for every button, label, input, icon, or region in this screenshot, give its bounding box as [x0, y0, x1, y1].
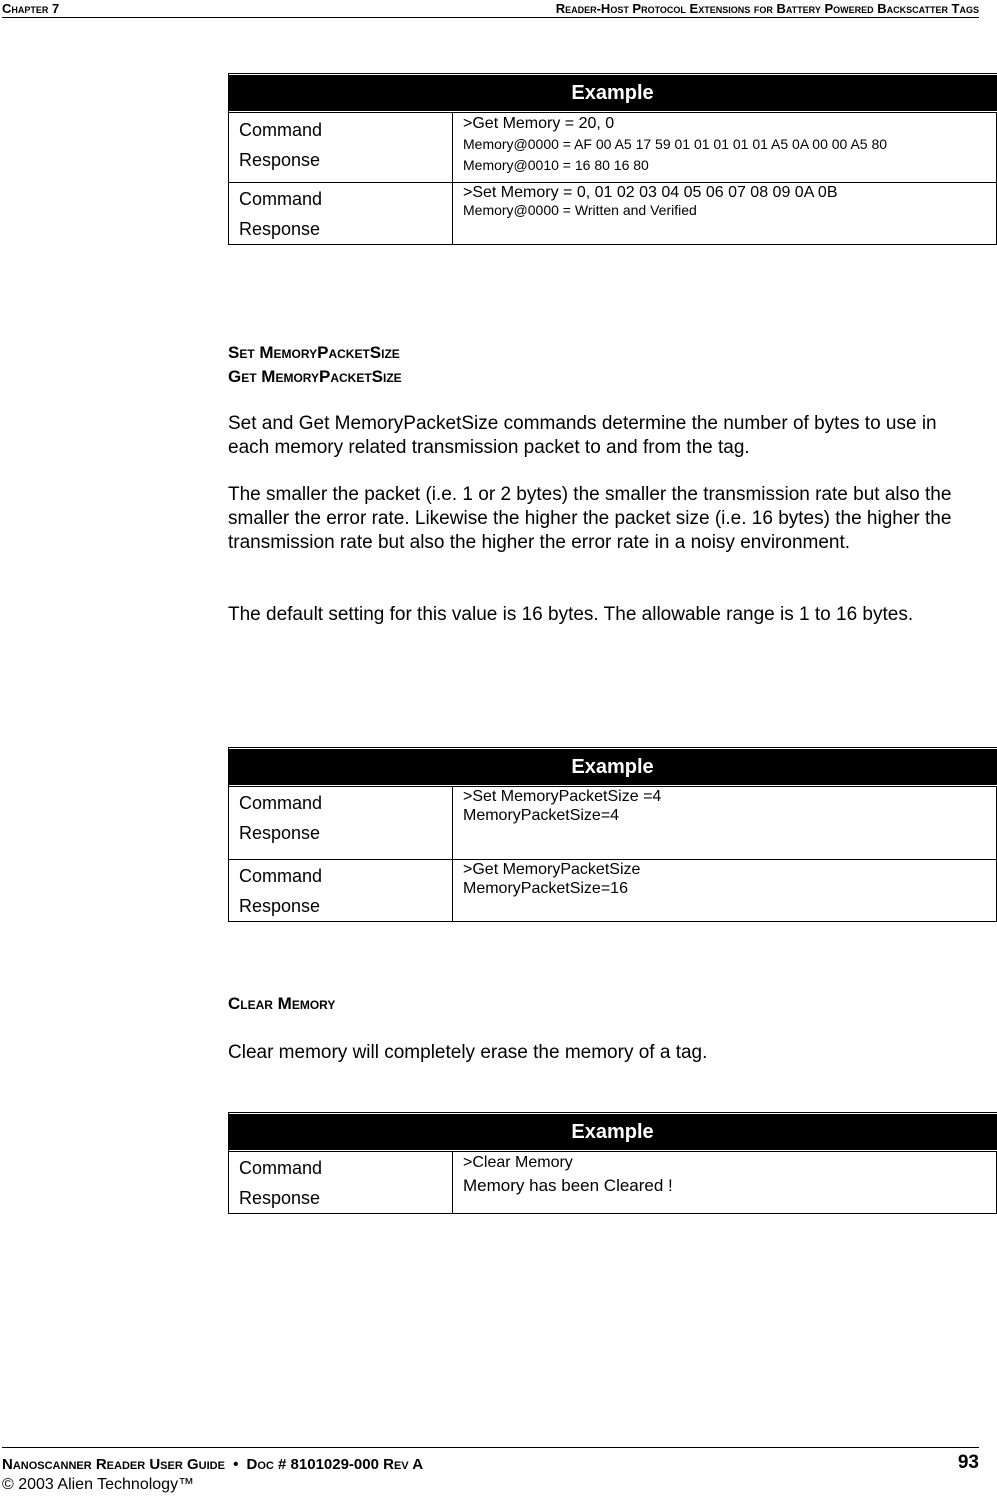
- table-row: [229, 786, 997, 859]
- command-label: Command: [239, 1158, 323, 1178]
- page-header: [2, 0, 979, 18]
- section-heading-set-memorypacketsize: Set MemoryPacketSize: [228, 343, 400, 362]
- response-text: MemoryPacketSize=4: [463, 807, 620, 824]
- response-text: Memory@0000 = AF 00 A5 17 59 01 01 01 01 01 A5 0A 00 00 A5 80: [463, 136, 888, 152]
- example-table-heading: Example: [229, 748, 997, 786]
- guide-title: Nanoscanner Reader User Guide: [2, 1456, 225, 1473]
- response-text: MemoryPacketSize=16: [463, 879, 628, 897]
- command-label: Command: [239, 793, 323, 813]
- table-row: [229, 859, 997, 921]
- example-table-get-set-memory: [228, 73, 997, 245]
- response-text: Memory@0000 = Written and Verified: [463, 201, 697, 218]
- response-label: Response: [239, 823, 321, 843]
- paragraph: The default setting for this value is 16 bytes. The allowable range is 1 to 16 bytes.: [228, 604, 914, 625]
- response-label: Response: [239, 218, 321, 239]
- doc-number: Doc # 8101029-000 Rev A: [246, 1456, 424, 1473]
- table-row: [229, 1151, 997, 1214]
- command-label: Command: [239, 865, 323, 886]
- footer-doc-info: [2, 1456, 423, 1473]
- example-table-heading: Example: [229, 1113, 997, 1151]
- paragraph: The smaller the packet (i.e. 1 or 2 bytes) the smaller the transmission rate but also the smaller the error rate. Likewise the higher the packet size (i.e. 16 bytes) the higher the transmission rate but also the higher the error rate in a noisy environment.: [228, 484, 952, 553]
- copyright: © 2003 Alien Technology™: [2, 1476, 195, 1493]
- section-heading-get-memorypacketsize: Get MemoryPacketSize: [228, 367, 402, 386]
- response-label: Response: [239, 1188, 321, 1208]
- chapter-title: Reader-Host Protocol Extensions for Battery Powered Backscatter Tags: [555, 1, 979, 16]
- response-text: Memory has been Cleared !: [463, 1176, 673, 1195]
- example-table-clear-memory: [228, 1112, 997, 1214]
- response-text: Memory@0010 = 16 80 16 80: [463, 157, 649, 173]
- command-text: >Get MemoryPacketSize: [463, 860, 641, 878]
- table-row: [229, 112, 997, 182]
- example-table-heading: Example: [229, 74, 997, 112]
- page-footer: [2, 1447, 979, 1493]
- paragraph: Set and Get MemoryPacketSize commands determine the number of bytes to use in each memory related transmission packet to and from the tag.: [228, 413, 937, 458]
- response-label: Response: [239, 150, 321, 170]
- example-table-memorypacketsize: [228, 747, 997, 922]
- command-label: Command: [239, 120, 323, 140]
- command-text: >Get Memory = 20, 0: [463, 115, 615, 132]
- page-number: 93: [957, 1452, 979, 1473]
- command-text: >Set Memory = 0, 01 02 03 04 05 06 07 08 09 0A 0B: [463, 183, 838, 201]
- section-heading-clear-memory: Clear Memory: [228, 994, 336, 1013]
- bullet-separator: •: [233, 1456, 239, 1473]
- command-text: >Set MemoryPacketSize =4: [463, 788, 662, 805]
- paragraph: Clear memory will completely erase the memory of a tag.: [228, 1042, 708, 1063]
- command-text: >Clear Memory: [463, 1154, 573, 1171]
- chapter-label: Chapter 7: [2, 1, 60, 16]
- command-label: Command: [239, 188, 323, 209]
- response-label: Response: [239, 895, 321, 916]
- table-row: [229, 182, 997, 244]
